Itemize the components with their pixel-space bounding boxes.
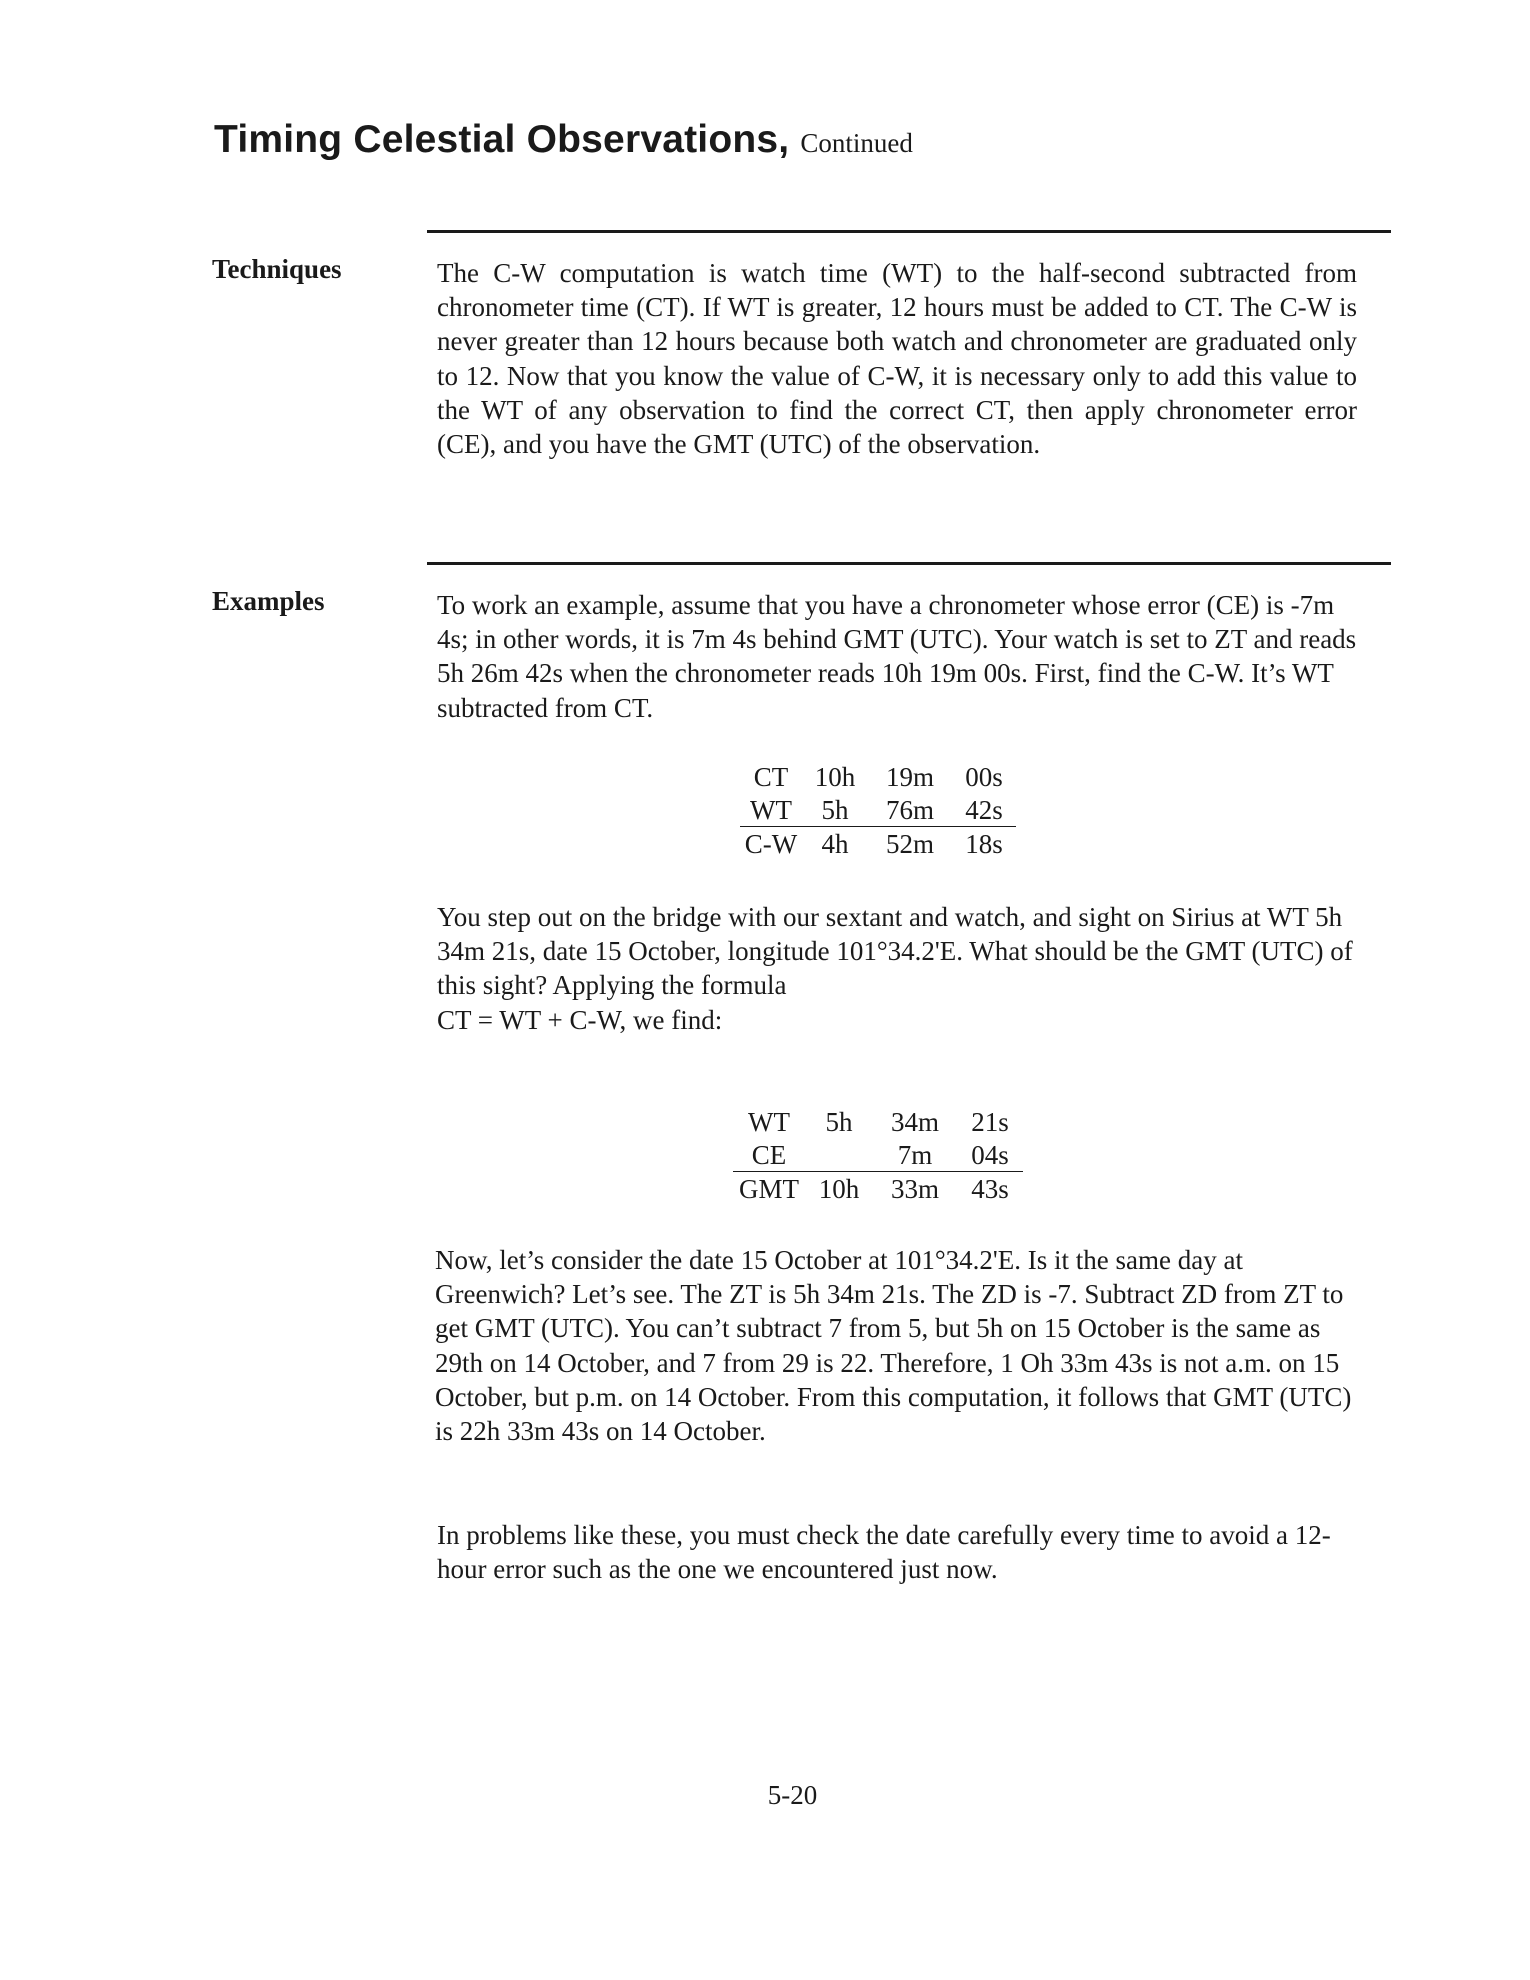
- minutes-value: 76m: [868, 794, 952, 827]
- examples-intro-paragraph: To work an example, assume that you have a chronometer whose error (CE) is -7m 4s; in other words, it is 7m 4s behind GMT (UTC). Your watch is set to ZT and reads 5h 26m 42s when the chronometer reads 10h 19m 00s. First, find the C-W. It’s WT subtracted from CT.: [437, 590, 1357, 723]
- gmt-computation-table: [733, 1105, 1023, 1206]
- page-number: 5-20: [767, 1780, 818, 1810]
- seconds-value: 00s: [965, 762, 1003, 792]
- page-title-text: Timing Celestial Observations,: [214, 118, 790, 161]
- row-label: WT: [740, 794, 802, 827]
- section-divider-examples: [427, 562, 1391, 565]
- section-divider-techniques: [427, 230, 1391, 233]
- seconds-value: 18s: [965, 829, 1003, 859]
- minutes-value: 34m: [890, 1107, 939, 1137]
- continued-label: Continued: [800, 128, 913, 158]
- seconds-value: 43s: [971, 1174, 1009, 1204]
- hours-value: 10h: [818, 1174, 860, 1204]
- sirius-sight-text: You step out on the bridge with our sextant and watch, and sight on Sirius at WT 5h 34m 21s, date 15 October, longitude 101°34.2'E. What should be the GMT (UTC) of this sight? Applying the formula: [437, 902, 1353, 1001]
- hours-value: 5h: [802, 794, 868, 827]
- minutes-value: 33m: [890, 1174, 939, 1204]
- table-row: [733, 1105, 1023, 1139]
- minutes-value: 7m: [873, 1139, 957, 1172]
- page-title: [214, 118, 913, 162]
- table-row: [733, 1172, 1023, 1207]
- hours-value: [805, 1139, 873, 1172]
- hours-value: 4h: [821, 829, 849, 859]
- row-label: CE: [733, 1139, 805, 1172]
- closing-paragraph: In problems like these, you must check the date carefully every time to avoid a 12-hour error such as the one we encountered just now.: [437, 1520, 1331, 1585]
- table-row: [733, 1139, 1023, 1172]
- formula-line: CT = WT + C-W, we find:: [437, 1004, 723, 1035]
- table-row: [740, 760, 1016, 794]
- techniques-paragraph: The C-W computation is watch time (WT) to the half-second subtracted from chronometer time (CT). If WT is greater, 12 hours must be added to CT. The C-W is never greater than 12 hours because both watch and chronometer are graduated only to 12. Now that you know the value of C-W, it is necessary only to add this value to the WT of any observation to find the correct CT, then apply chronometer error (CE), and you have the GMT (UTC) of the observation.: [437, 258, 1357, 460]
- row-label: C-W: [744, 829, 798, 859]
- table-row: [740, 794, 1016, 827]
- row-label: GMT: [739, 1174, 799, 1204]
- table-row: [740, 827, 1016, 862]
- minutes-value: 19m: [885, 762, 934, 792]
- hours-value: 5h: [825, 1107, 853, 1137]
- row-label: CT: [753, 762, 789, 792]
- sirius-sight-paragraph: [437, 900, 1357, 1037]
- seconds-value: 42s: [952, 794, 1016, 827]
- seconds-value: 21s: [971, 1107, 1009, 1137]
- hours-value: 10h: [814, 762, 856, 792]
- examples-label: Examples: [212, 586, 325, 616]
- row-label: WT: [748, 1107, 790, 1137]
- c-w-computation-table: [740, 760, 1016, 861]
- date-check-paragraph: Now, let’s consider the date 15 October at 101°34.2'E. Is it the same day at Greenwich? Let’s see. The ZT is 5h 34m 21s. The ZD is -7. Subtract ZD from ZT to get GMT (UTC). You can’t subtract 7 from 5, but 5h on 15 October is the same as 29th on 14 October, and 7 from 29 is 22. Therefore, 1 Oh 33m 43s is not a.m. on 15 October, but p.m. on 14 October. From this computation, it follows that GMT (UTC) is 22h 33m 43s on 14 October.: [435, 1245, 1352, 1447]
- seconds-value: 04s: [957, 1139, 1023, 1172]
- techniques-label: Techniques: [212, 254, 342, 284]
- minutes-value: 52m: [885, 829, 934, 859]
